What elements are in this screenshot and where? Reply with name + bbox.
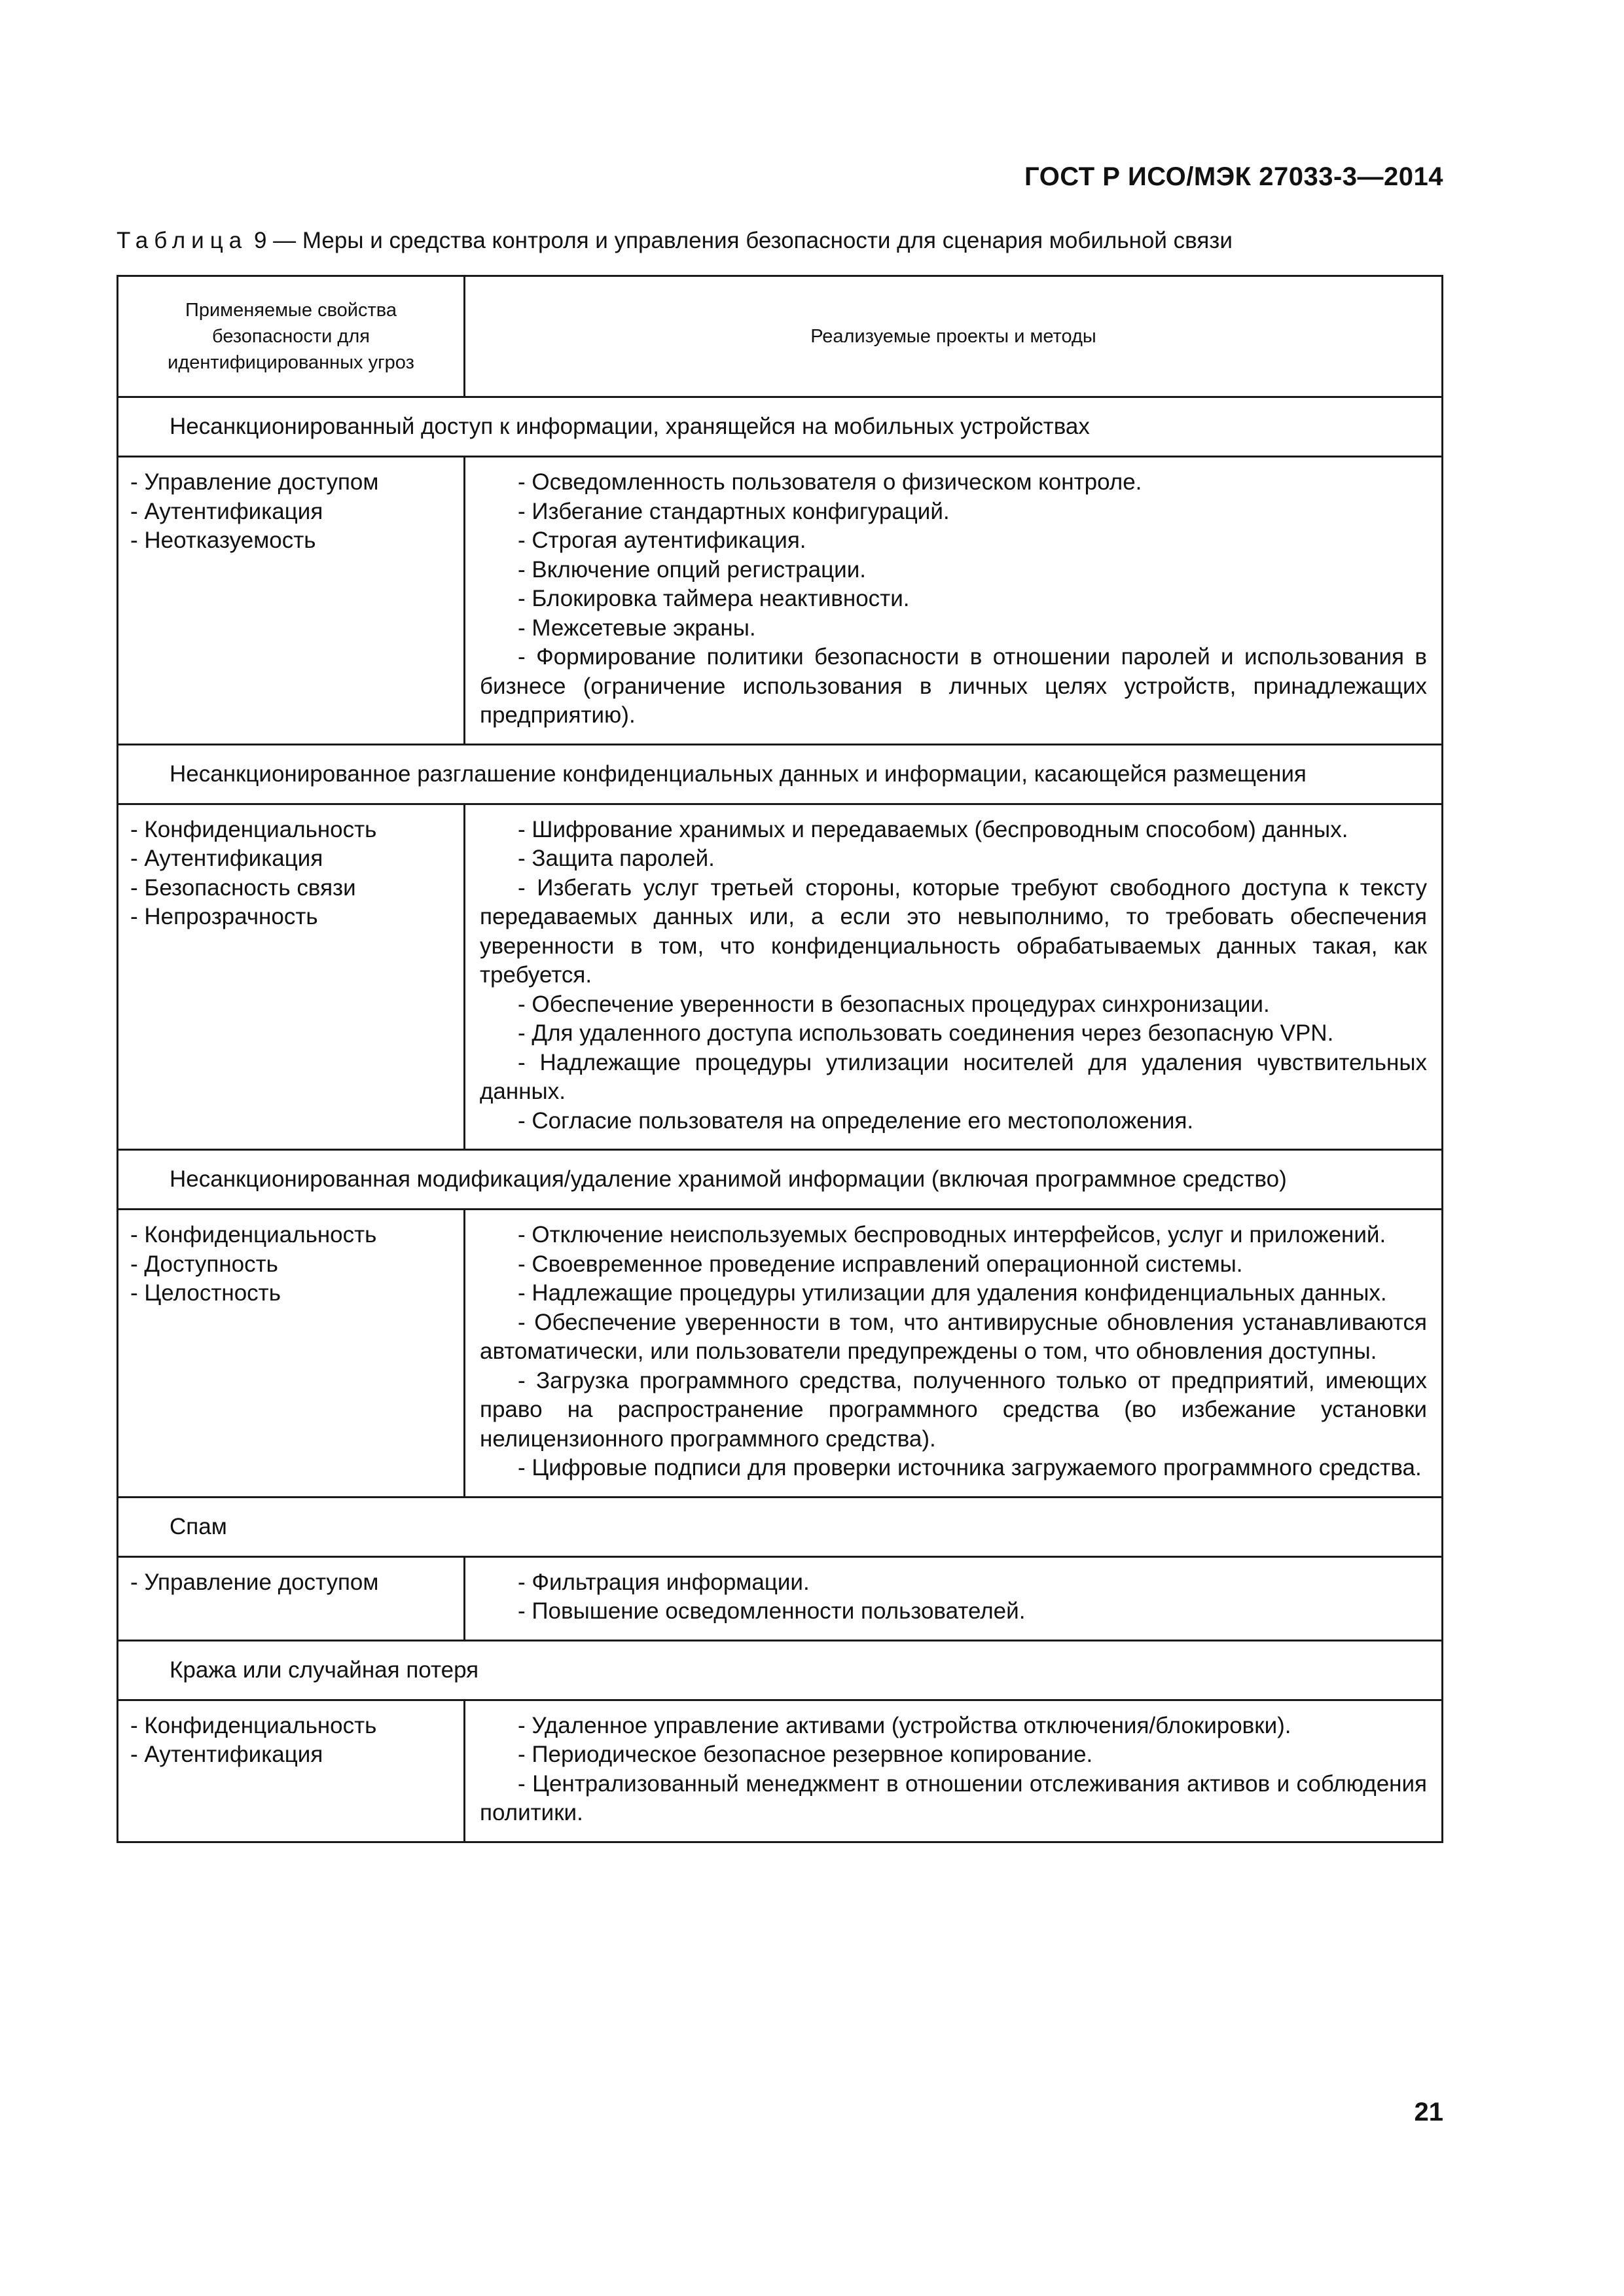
measure-item: - Строгая аутентификация. bbox=[518, 528, 806, 553]
measure-item: - Для удаленного доступа использовать соединения через безопасную VPN. bbox=[518, 1020, 1334, 1046]
measure-item: - Удаленное управление активами (устройства отключения/блокировки). bbox=[518, 1712, 1291, 1738]
measure-item: - Защита паролей. bbox=[518, 846, 715, 871]
measure-item: - Согласие пользователя на определение его местоположения. bbox=[518, 1107, 1194, 1134]
properties-cell bbox=[118, 1210, 465, 1498]
properties-cell bbox=[118, 1556, 465, 1640]
threat-title: Кража или случайная потеря bbox=[118, 1640, 1443, 1700]
measure-item: - Отключение неиспользуемых беспроводных интерфейсов, услуг и приложений. bbox=[518, 1222, 1386, 1247]
measure-item: - Избегание стандартных конфигураций. bbox=[518, 498, 950, 524]
property-item: - Целостность bbox=[130, 1280, 281, 1306]
table-caption-label: Таблица bbox=[117, 228, 248, 253]
property-item: - Неотказуемость bbox=[130, 528, 316, 553]
threat-row bbox=[118, 744, 1443, 804]
threat-title: Несанкционированное разглашение конфиденциальных данных и информации, касающейся размещения bbox=[118, 744, 1443, 804]
measure-item: - Шифрование хранимых и передаваемых (беспроводным способом) данных. bbox=[518, 816, 1348, 842]
property-item: - Конфиденциальность bbox=[130, 1712, 377, 1738]
measures-cell bbox=[465, 804, 1443, 1150]
controls-table bbox=[117, 275, 1443, 1843]
threat-title: Несанкционированная модификация/удаление хранимой информации (включая программное средство) bbox=[118, 1150, 1443, 1210]
measure-item: - Включение опций регистрации. bbox=[518, 556, 866, 583]
properties-cell bbox=[118, 1700, 465, 1842]
measure-item: - Осведомленность пользователя о физическом контроле. bbox=[518, 469, 1142, 495]
table-caption bbox=[117, 228, 1233, 254]
measure-item: - Централизованный менеджмент в отношении отслеживания активов и соблюдения политики. bbox=[480, 1770, 1427, 1825]
table-header-row bbox=[118, 276, 1443, 397]
property-item: - Безопасность связи bbox=[130, 874, 356, 901]
document-code: ГОСТ Р ИСО/МЭК 27033-3—2014 bbox=[1024, 162, 1443, 191]
measures-cell bbox=[465, 1700, 1443, 1842]
measure-item: - Загрузка программного средства, полученного только от предприятий, имеющих право на распространение программного средства (во избежание установки нелицензионного программного средства). bbox=[480, 1367, 1427, 1452]
properties-cell bbox=[118, 457, 465, 745]
property-item: - Аутентификация bbox=[130, 1742, 323, 1767]
property-item: - Аутентификация bbox=[130, 498, 323, 524]
threat-title: Несанкционированный доступ к информации, хранящейся на мобильных устройствах bbox=[118, 397, 1443, 457]
controls-row bbox=[118, 1700, 1443, 1842]
property-item: - Конфиденциальность bbox=[130, 816, 377, 842]
measure-item: - Цифровые подписи для проверки источника загружаемого программного средства. bbox=[518, 1455, 1422, 1480]
measures-cell bbox=[465, 1556, 1443, 1640]
property-item: - Управление доступом bbox=[130, 469, 379, 495]
measure-item: - Обеспечение уверенности в безопасных процедурах синхронизации. bbox=[518, 991, 1270, 1017]
property-item: - Непрозрачность bbox=[130, 904, 318, 929]
measures-cell bbox=[465, 1210, 1443, 1498]
measure-item: - Повышение осведомленности пользователей. bbox=[518, 1598, 1026, 1624]
measure-item: - Периодическое безопасное резервное копирование. bbox=[518, 1742, 1093, 1767]
property-item: - Аутентификация bbox=[130, 846, 323, 871]
page-number: 21 bbox=[1414, 2098, 1443, 2126]
property-item: - Конфиденциальность bbox=[130, 1222, 377, 1247]
header-cell-properties: Применяемые свойства безопасности для идентифицированных угроз bbox=[118, 276, 465, 397]
header-cell-measures: Реализуемые проекты и методы bbox=[465, 276, 1443, 397]
properties-cell bbox=[118, 804, 465, 1150]
controls-row bbox=[118, 1210, 1443, 1498]
measure-item: - Межсетевые экраны. bbox=[518, 615, 756, 641]
measure-item: - Формирование политики безопасности в отношении паролей и использования в бизнесе (ограничение использования в личных целях устройств, принадлежащих предприятию). bbox=[480, 644, 1427, 728]
controls-row bbox=[118, 1556, 1443, 1640]
threat-row bbox=[118, 1640, 1443, 1700]
property-item: - Доступность bbox=[130, 1251, 278, 1277]
threat-row bbox=[118, 397, 1443, 457]
measure-item: - Избегать услуг третьей стороны, которые требуют свободного доступа к тексту передаваемых данных или, а если это невыполнимо, то требовать обеспечения уверенности в том, что конфиденциальность обрабатываемых данных такая, как требуется. bbox=[480, 874, 1427, 988]
measure-item: - Блокировка таймера неактивности. bbox=[518, 586, 910, 611]
controls-row bbox=[118, 457, 1443, 745]
table-body bbox=[118, 397, 1443, 1842]
table-caption-text: 9 — Меры и средства контроля и управления безопасности для сценария мобильной связи bbox=[247, 228, 1233, 253]
threat-row bbox=[118, 1150, 1443, 1210]
controls-row bbox=[118, 804, 1443, 1150]
measure-item: - Своевременное проведение исправлений операционной системы. bbox=[518, 1251, 1243, 1277]
measure-item: - Надлежащие процедуры утилизации носителей для удаления чувствительных данных. bbox=[480, 1049, 1427, 1104]
measure-item: - Фильтрация информации. bbox=[518, 1569, 810, 1595]
measure-item: - Надлежащие процедуры утилизации для удаления конфиденциальных данных. bbox=[518, 1280, 1387, 1306]
property-item: - Управление доступом bbox=[130, 1569, 379, 1595]
measure-item: - Обеспечение уверенности в том, что антивирусные обновления устанавливаются автоматически, или пользователи предупреждены о том, что обновления доступны. bbox=[480, 1309, 1427, 1364]
measures-cell bbox=[465, 457, 1443, 745]
threat-title: Спам bbox=[118, 1497, 1443, 1556]
threat-row bbox=[118, 1497, 1443, 1556]
